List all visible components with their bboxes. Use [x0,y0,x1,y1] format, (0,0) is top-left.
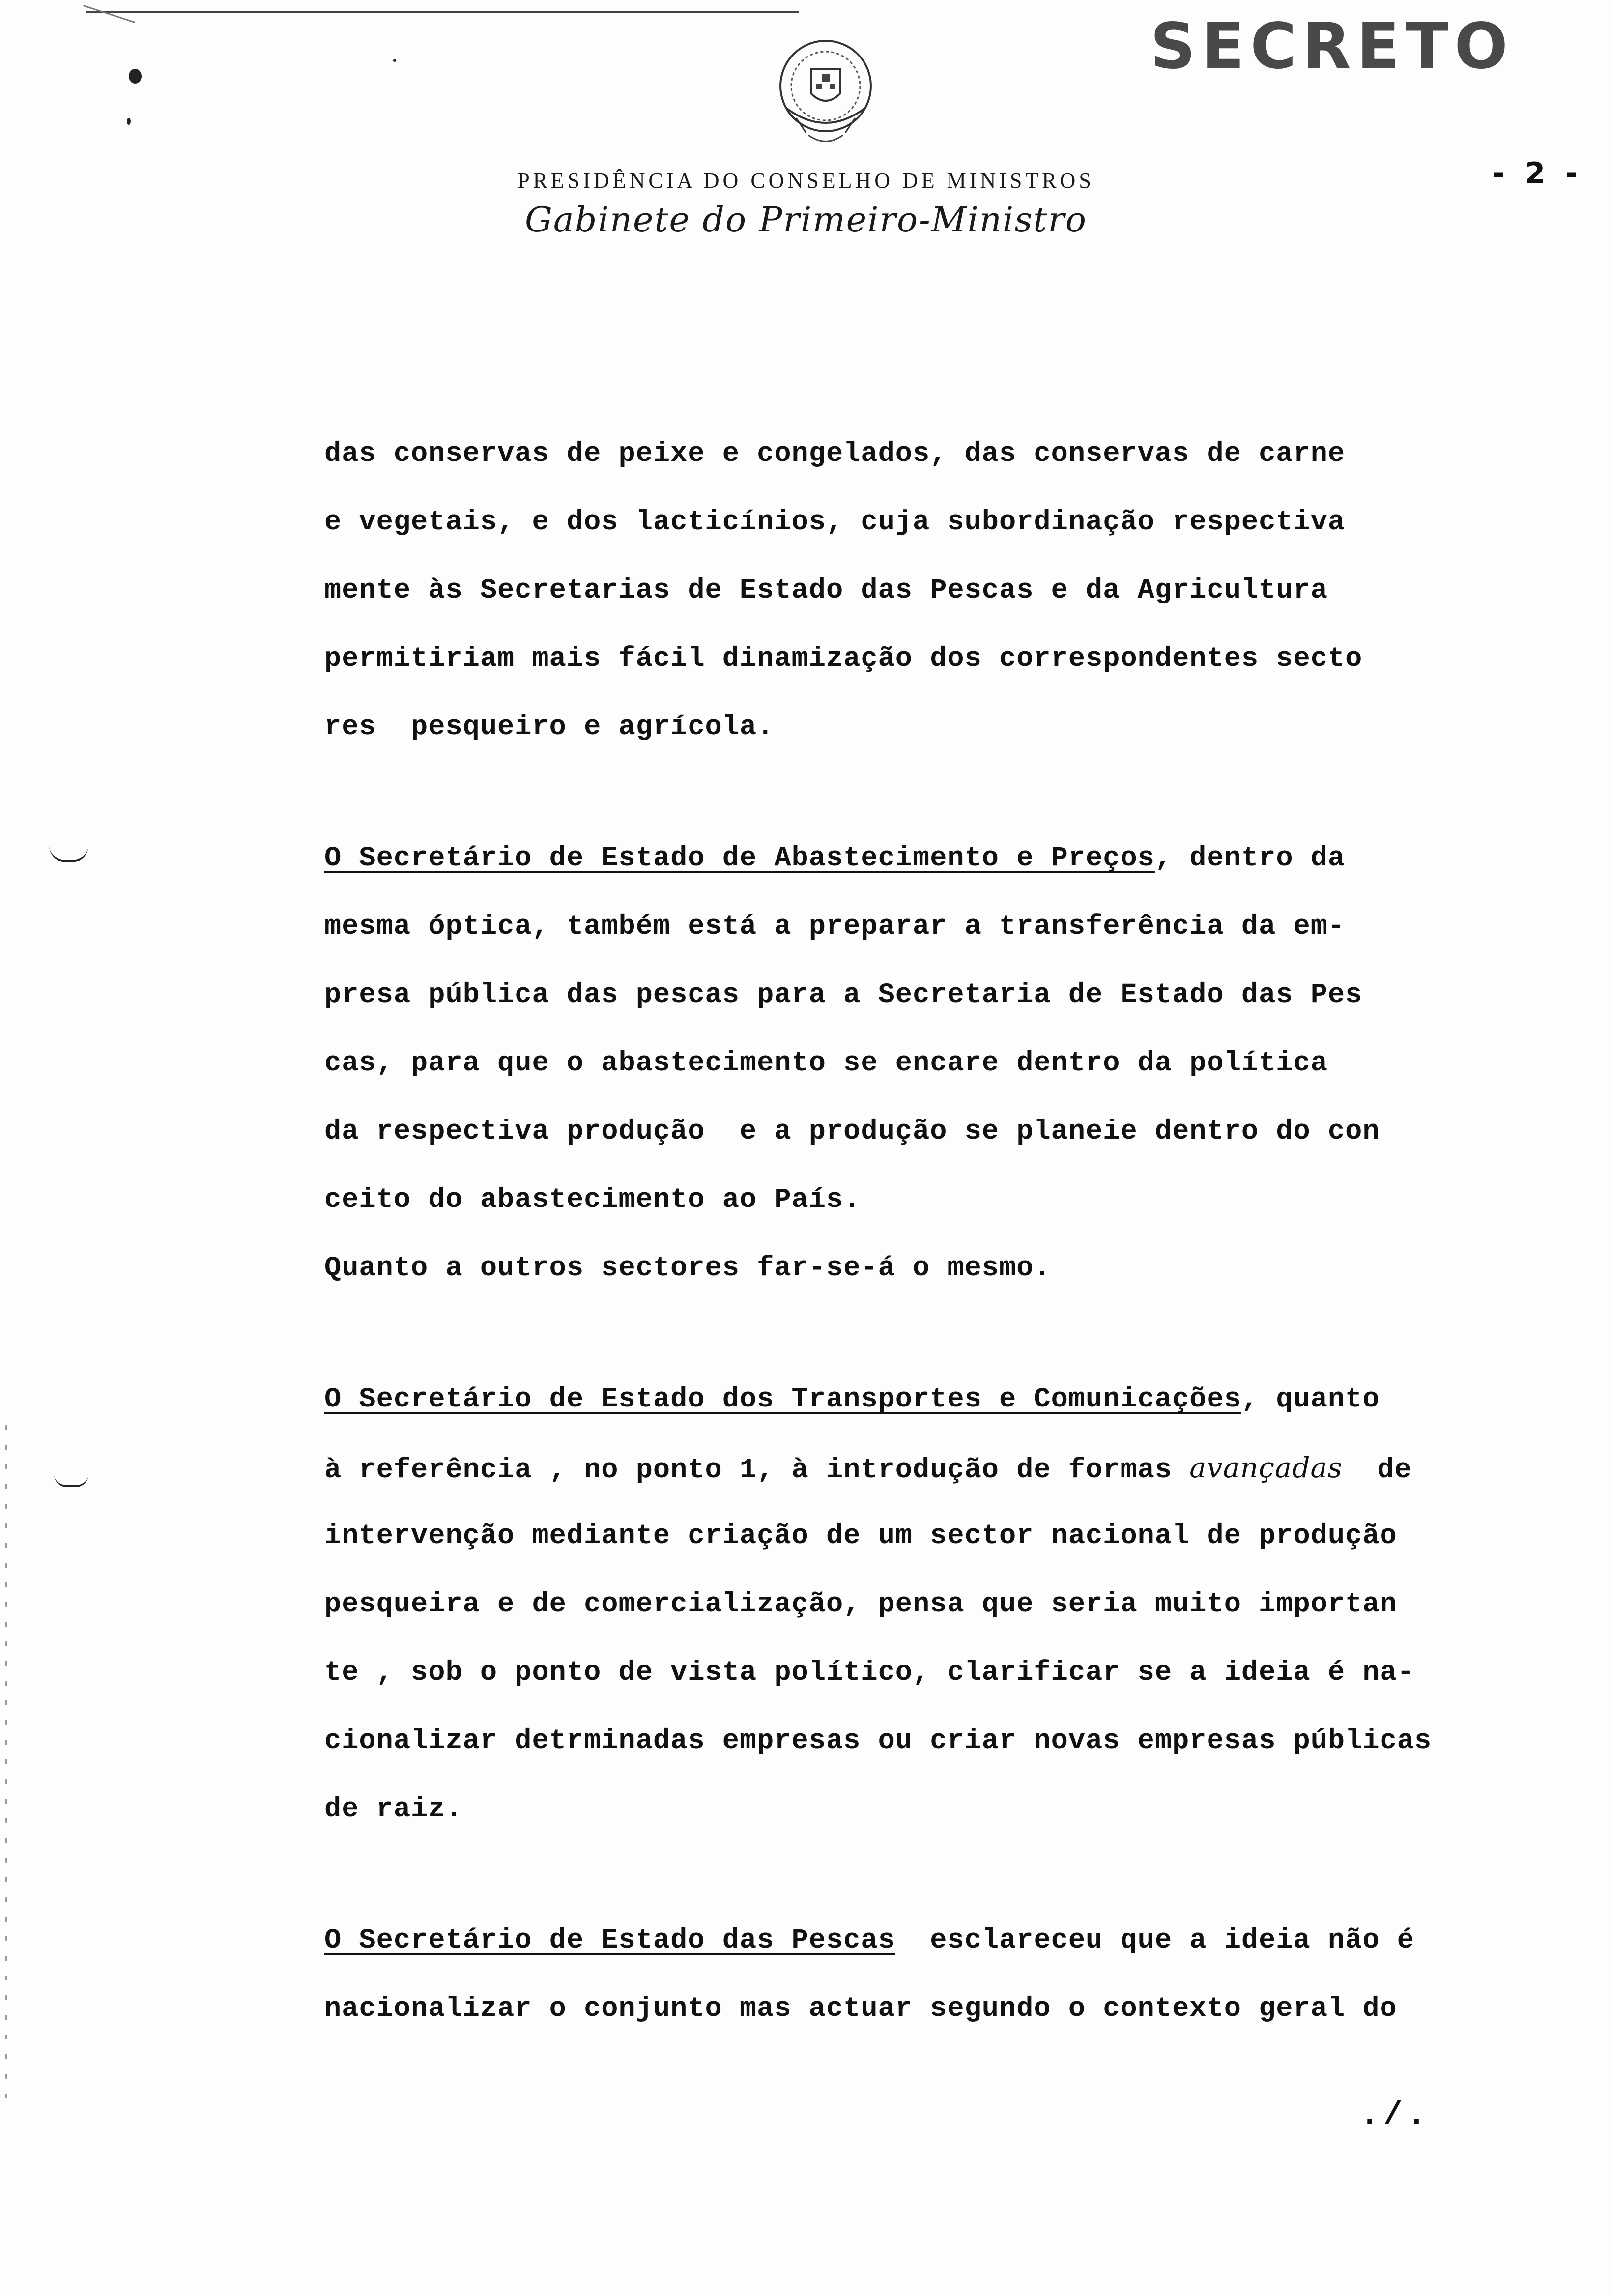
text-line: Quanto a outros sectores far-se-á o mesmo. [324,1253,1051,1284]
paragraph-4 [324,1907,1524,2043]
text-line: te , sob o ponto de vista político, clarificar se a ideia é na- [324,1657,1414,1689]
classification-stamp: SECRETO [1150,10,1514,83]
text-line: permitiriam mais fácil dinamização dos correspondentes secto [324,643,1363,675]
text-line: mesma óptica, também está a preparar a transferência da em- [324,911,1346,943]
ink-dot [127,118,131,125]
line-continuation: , dentro da [1154,843,1346,874]
text-line: intervenção mediante criação de um sector nacional de produção [324,1521,1397,1552]
text-line: da respectiva produção e a produção se planeie dentro do con [324,1116,1380,1148]
margin-mark [54,1474,88,1487]
continuation-mark: ./. [1360,2096,1430,2133]
organization-heading: PRESIDÊNCIA DO CONSELHO DE MINISTROS [518,169,1094,193]
text-line: res pesqueiro e agrícola. [324,712,775,743]
text-line: e vegetais, e dos lacticínios, cuja subordinação respectiva [324,507,1346,538]
text-line [324,1366,1524,1434]
speaker-name: O Secretário de Estado de Abastecimento e Preços [324,843,1155,874]
ink-blot [129,69,142,84]
text-line [324,825,1524,893]
text-line: mente às Secretarias de Estado das Pescas e da Agricultura [324,575,1328,606]
text-line: de raiz. [324,1794,463,1825]
text-line [324,1434,1524,1502]
line-continuation: , quanto [1241,1384,1380,1415]
text-line: nacionalizar o conjunto mas actuar segundo o contexto geral do [324,1993,1397,2025]
line-continuation: esclareceu que a ideia não é [895,1925,1414,1956]
top-edge-rule [86,11,799,13]
text-line: presa pública das pescas para a Secretaria de Estado das Pes [324,979,1363,1011]
coat-of-arms-seal [767,34,885,152]
paragraph-3 [324,1366,1524,1844]
text-line: das conservas de peixe e congelados, das conservas de carne [324,438,1346,470]
edge-binding-marks [5,1425,7,2113]
line-end: de [1342,1455,1412,1486]
corner-scratch [83,5,135,23]
text-line [324,1907,1524,1975]
margin-mark [49,845,88,862]
text-line: pesqueira e de comercialização, pensa que seria muito importan [324,1589,1397,1620]
ink-dot [393,59,396,62]
text-line: cionalizar detrminadas empresas ou criar novas empresas públicas [324,1725,1432,1757]
office-subheading: Gabinete do Primeiro-Ministro [525,200,1087,240]
text-line: cas, para que o abastecimento se encare dentro da política [324,1048,1328,1079]
speaker-name: O Secretário de Estado das Pescas [324,1925,895,1956]
page-number: - 2 - [1492,156,1583,191]
speaker-name: O Secretário de Estado dos Transportes e Comunicações [324,1384,1241,1415]
text-line: ceito do abastecimento ao País. [324,1184,861,1216]
document-body [324,420,1524,2106]
paragraph-2 [324,825,1524,1303]
handwritten-insertion: avançadas [1189,1452,1343,1484]
line-start: à referência , no ponto 1, à introdução de formas [324,1455,1190,1486]
paragraph-1 [324,420,1524,762]
